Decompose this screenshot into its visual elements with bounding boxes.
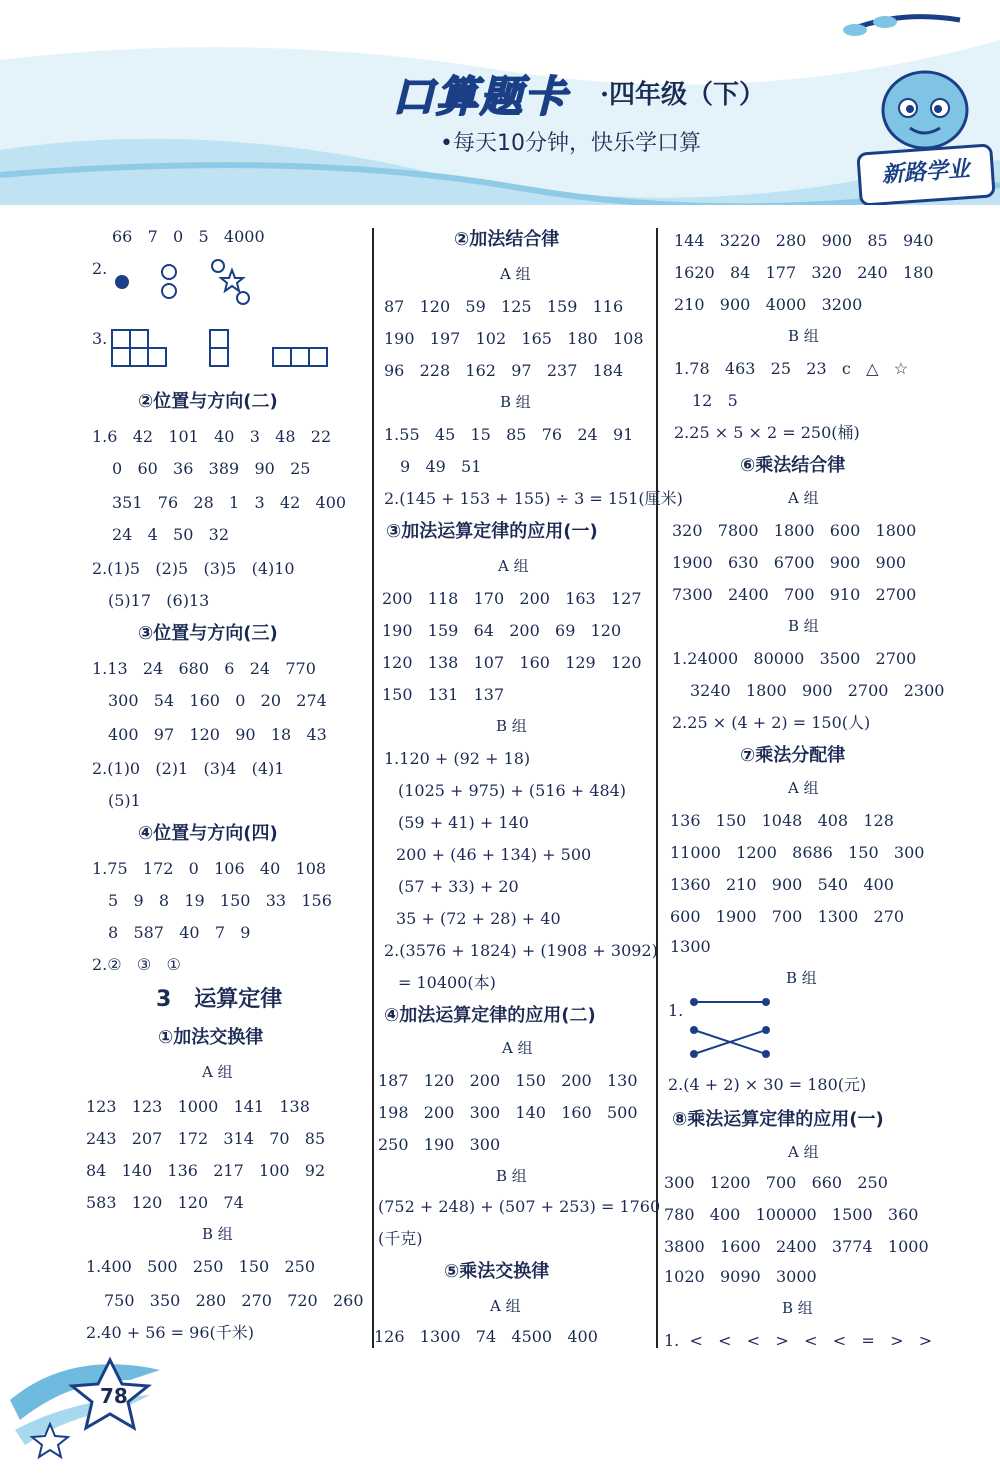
section-heading: ①加法交换律 bbox=[158, 1027, 264, 1048]
brand-text: 新路学业 bbox=[881, 156, 971, 189]
answer-line: 1360 210 900 540 400 bbox=[670, 875, 894, 894]
group-label: B 组 bbox=[786, 969, 817, 987]
answer-line: 5 9 8 19 150 33 156 bbox=[108, 891, 332, 910]
column-3 bbox=[664, 0, 994, 1400]
answer-line: 190 197 102 165 180 108 bbox=[384, 329, 644, 348]
answer-line: (千克) bbox=[378, 1229, 423, 1248]
answer-line: 2.40 + 56 = 96(千米) bbox=[86, 1323, 254, 1342]
section-heading: ④加法运算定律的应用(二) bbox=[384, 1005, 596, 1026]
answer-line: 96 228 162 97 237 184 bbox=[384, 361, 624, 380]
answer-line: 11000 1200 8686 150 300 bbox=[670, 843, 925, 862]
section-heading: ②位置与方向(二) bbox=[138, 391, 278, 412]
answer-line: 400 97 120 90 18 43 bbox=[108, 725, 327, 744]
shape-answer-figures bbox=[110, 258, 260, 306]
answer-line: (752 + 248) + (507 + 253) = 1760 bbox=[378, 1197, 661, 1216]
group-label: A 组 bbox=[500, 265, 531, 283]
group-label: B 组 bbox=[500, 393, 531, 411]
answer-line: 123 123 1000 141 138 bbox=[86, 1097, 310, 1116]
answer-line: 1900 630 6700 900 900 bbox=[672, 553, 907, 572]
section-heading: ⑦乘法分配律 bbox=[740, 745, 846, 766]
group-label: B 组 bbox=[788, 617, 819, 635]
answer-line: 1620 84 177 320 240 180 bbox=[674, 263, 934, 282]
answer-line: 1.78 463 25 23 c △ ☆ bbox=[674, 359, 909, 378]
section-heading: ⑥乘法结合律 bbox=[740, 455, 846, 476]
section-heading: ③加法运算定律的应用(一) bbox=[386, 521, 598, 542]
section-heading: ⑤乘法交换律 bbox=[444, 1261, 550, 1282]
answer-line: 3240 1800 900 2700 2300 bbox=[690, 681, 945, 700]
answer-line: 2.(4 + 2) × 30 = 180(元) bbox=[668, 1075, 867, 1094]
answer-line: 583 120 120 74 bbox=[86, 1193, 244, 1212]
section-heading: ④位置与方向(四) bbox=[138, 823, 278, 844]
answer-line: 210 900 4000 3200 bbox=[674, 295, 863, 314]
answer-line: 84 140 136 217 100 92 bbox=[86, 1161, 326, 1180]
group-label: A 组 bbox=[788, 779, 819, 797]
answer-line: 1.120 + (92 + 18) bbox=[384, 749, 531, 768]
slogan: •每天10分钟，快乐学口算 bbox=[440, 131, 701, 156]
answer-line: 24 4 50 32 bbox=[112, 525, 230, 544]
answer-line: 2.25 × (4 + 2) = 150(人) bbox=[672, 713, 871, 732]
answer-line: 35 + (72 + 28) + 40 bbox=[396, 909, 561, 928]
group-label: A 组 bbox=[490, 1297, 521, 1315]
column-divider-right bbox=[656, 228, 658, 1348]
answer-line: 300 1200 700 660 250 bbox=[664, 1173, 888, 1192]
answer-line: 2.(1)5 (2)5 (3)5 (4)10 bbox=[92, 559, 295, 578]
shooting-star-icon bbox=[10, 1340, 180, 1460]
question-number: 2. bbox=[92, 259, 108, 278]
group-label: A 组 bbox=[502, 1039, 533, 1057]
answer-line: 2.(1)0 (2)1 (3)4 (4)1 bbox=[92, 759, 285, 778]
group-label: B 组 bbox=[202, 1225, 233, 1243]
matching-lines-diagram bbox=[690, 994, 774, 1062]
answer-line: 351 76 28 1 3 42 400 bbox=[112, 493, 347, 512]
answer-line: 1.400 500 250 150 250 bbox=[86, 1257, 315, 1276]
group-label: A 组 bbox=[202, 1063, 233, 1081]
answer-line: 320 7800 1800 600 1800 bbox=[672, 521, 917, 540]
answer-line: 7300 2400 700 910 2700 bbox=[672, 585, 917, 604]
answer-line: 1.6 42 101 40 3 48 22 bbox=[92, 427, 332, 446]
answer-line: (5)1 bbox=[108, 791, 141, 810]
answer-line: 2.(145 + 153 + 155) ÷ 3 = 151(厘米) bbox=[384, 489, 683, 508]
answer-line: 200 + (46 + 134) + 500 bbox=[396, 845, 592, 864]
answer-line: 87 120 59 125 159 116 bbox=[384, 297, 624, 316]
column-1 bbox=[80, 0, 370, 1400]
group-label: B 组 bbox=[496, 717, 527, 735]
answer-line: 1. bbox=[668, 1001, 684, 1020]
answer-line: 1.13 24 680 6 24 770 bbox=[92, 659, 316, 678]
answer-line: 1. < < < > < < = > > bbox=[664, 1331, 933, 1350]
answer-line: 144 3220 280 900 85 940 bbox=[674, 231, 934, 250]
column-divider-left bbox=[372, 228, 374, 1348]
group-label: B 组 bbox=[788, 327, 819, 345]
answer-line: 198 200 300 140 160 500 bbox=[378, 1103, 638, 1122]
group-label: B 组 bbox=[782, 1299, 813, 1317]
grade-label: ·四年级（下） bbox=[600, 80, 766, 110]
answer-line: 2.② ③ ① bbox=[92, 955, 181, 974]
answer-line: (5)17 (6)13 bbox=[108, 591, 210, 610]
answer-line: 2.25 × 5 × 2 = 250(桶) bbox=[674, 423, 860, 442]
answer-line: 150 131 137 bbox=[382, 685, 505, 704]
unit-heading: 3 运算定律 bbox=[156, 987, 283, 1012]
answer-line: 1.55 45 15 85 76 24 91 bbox=[384, 425, 634, 444]
answer-line: 750 350 280 270 720 260 bbox=[104, 1291, 364, 1310]
section-heading: ⑧乘法运算定律的应用(一) bbox=[672, 1109, 884, 1130]
answer-line: (1025 + 975) + (516 + 484) bbox=[398, 781, 627, 800]
answer-line: 200 118 170 200 163 127 bbox=[382, 589, 642, 608]
answer-line: 66 7 0 5 4000 bbox=[112, 227, 265, 246]
section-heading: ②加法结合律 bbox=[454, 229, 560, 250]
group-label: B 组 bbox=[496, 1167, 527, 1185]
answer-line: 780 400 100000 1500 360 bbox=[664, 1205, 919, 1224]
answer-line: 243 207 172 314 70 85 bbox=[86, 1129, 326, 1148]
answer-line: (57 + 33) + 20 bbox=[398, 877, 519, 896]
answer-line: 0 60 36 389 90 25 bbox=[112, 459, 311, 478]
answer-line: 12 5 bbox=[692, 391, 738, 410]
answer-line: = 10400(本) bbox=[398, 973, 496, 992]
answer-line: 600 1900 700 1300 270 bbox=[670, 907, 905, 926]
answer-line: 187 120 200 150 200 130 bbox=[378, 1071, 638, 1090]
answer-line: 1300 bbox=[670, 937, 711, 956]
answer-line: (59 + 41) + 140 bbox=[398, 813, 529, 832]
answer-line: 126 1300 74 4500 400 bbox=[374, 1327, 598, 1346]
answer-line: 1020 9090 3000 bbox=[664, 1267, 817, 1286]
answer-line: 190 159 64 200 69 120 bbox=[382, 621, 622, 640]
answer-line: 250 190 300 bbox=[378, 1135, 501, 1154]
book-title: 口算题卡 bbox=[392, 72, 569, 121]
cube-view-figures bbox=[110, 328, 340, 368]
answer-line: 136 150 1048 408 128 bbox=[670, 811, 894, 830]
answer-line: 2.(3576 + 1824) + (1908 + 3092) bbox=[384, 941, 658, 960]
answer-line: 1.75 172 0 106 40 108 bbox=[92, 859, 327, 878]
answer-line: 120 138 107 160 129 120 bbox=[382, 653, 642, 672]
group-label: A 组 bbox=[788, 1143, 819, 1161]
answer-line: 300 54 160 0 20 274 bbox=[108, 691, 327, 710]
group-label: A 组 bbox=[498, 557, 529, 575]
page-number: 78 bbox=[100, 1384, 128, 1408]
question-number: 3. bbox=[92, 329, 108, 348]
answer-line: 1.24000 80000 3500 2700 bbox=[672, 649, 917, 668]
section-heading: ③位置与方向(三) bbox=[138, 623, 278, 644]
answer-line: 8 587 40 7 9 bbox=[108, 923, 251, 942]
answer-line: 3800 1600 2400 3774 1000 bbox=[664, 1237, 929, 1256]
group-label: A 组 bbox=[788, 489, 819, 507]
answer-line: 9 49 51 bbox=[400, 457, 482, 476]
